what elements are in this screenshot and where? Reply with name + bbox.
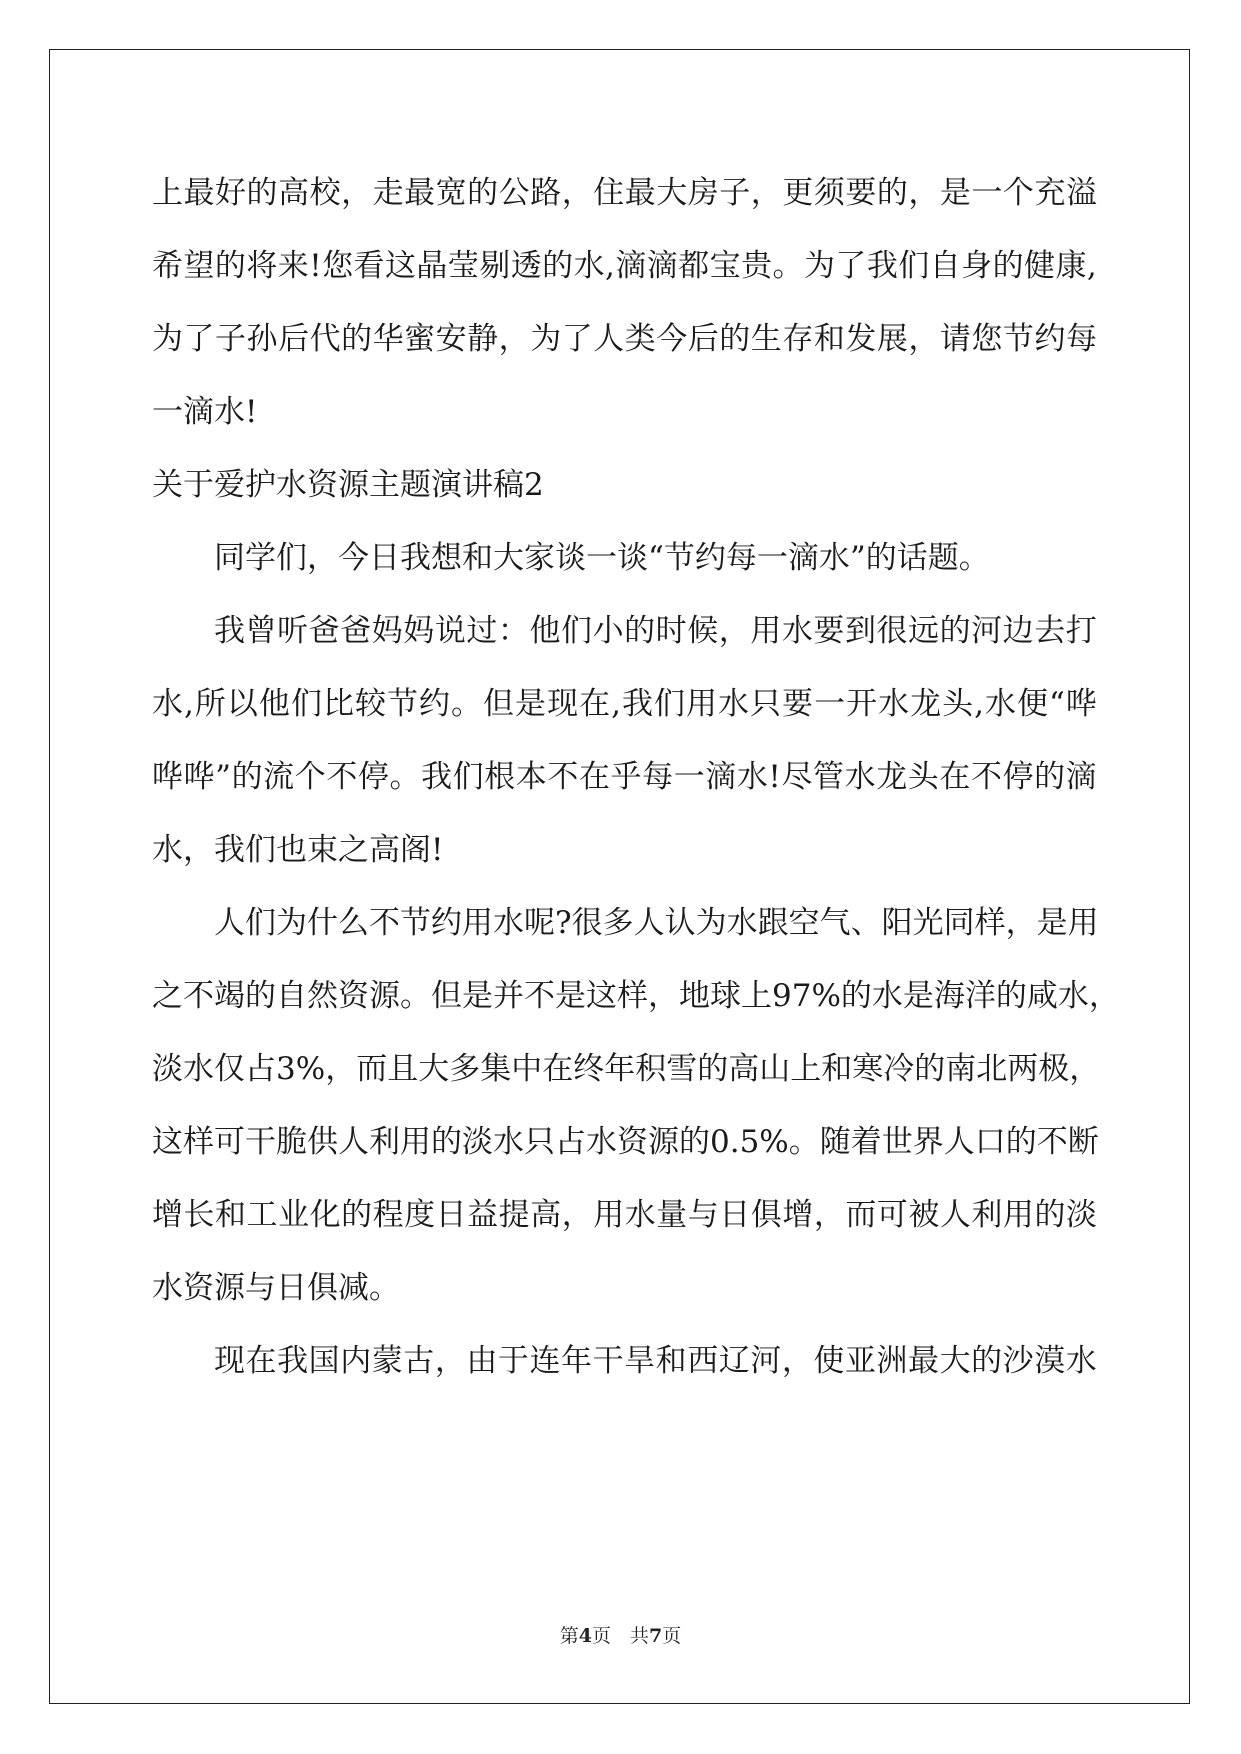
- text-line: 增 长 和 工 业 化 的 程 度 日 益 提 高 ， 用 水 量 与 日 俱 增 ， 而 可 被 人 利 用 的 淡: [152, 1197, 1097, 1233]
- text-line: 淡 水 仅 占 3% ， 而 且 大 多 集 中 在 终 年 积 雪 的 高 山 上 和 寒 冷 的 南 北 两 极 ，: [152, 1051, 1101, 1087]
- text-line: 现 在 我 国 内 蒙 古 ， 由 于 连 年 干 旱 和 西 辽 河 ， 使 亚 洲 最 大 的 沙 漠 水: [214, 1343, 1097, 1379]
- current-page-number: 4: [578, 1625, 592, 1647]
- footer-suffix: 页: [662, 1625, 682, 1647]
- text-line: 为 了 子 孙 后 代 的 华 蜜 安 静 ， 为 了 人 类 今 后 的 生 存 和 发 展 ， 请 您 节 约 每: [152, 321, 1097, 357]
- text-line: 水资源与日俱减。: [152, 1270, 400, 1306]
- text-line: 之 不 竭 的 自 然 资 源 。 但 是 并 不 是 这 样 ， 地 球 上 97% 的 水 是 海 洋 的 咸 水 ，: [152, 978, 1120, 1014]
- document-body: [152, 157, 1120, 1398]
- text-line: 我 曾 听 爸 爸 妈 妈 说 过 ： 他 们 小 的 时 候 ， 用 水 要 到 很 远 的 河 边 去 打: [214, 613, 1097, 649]
- page-footer: [0, 1621, 1241, 1648]
- text-line: 水，我们也束之高阁!: [152, 832, 444, 868]
- text-line: 人 们 为 什 么 不 节 约 用 水 呢 ? 很 多 人 认 为 水 跟 空 气 、 阳 光 同 样 ， 是 用: [214, 905, 1099, 941]
- text-line: 水 , 所 以 他 们 比 较 节 约 。 但 是 现 在 , 我 们 用 水 只 要 一 开 水 龙 头 , 水 便 “ 哗: [152, 686, 1097, 722]
- text-line: 希 望 的 将 来 ! 您 看 这 晶 莹 剔 透 的 水 , 滴 滴 都 宝 贵 。 为 了 我 们 自 身 的 健 康 ,: [152, 248, 1097, 284]
- footer-prefix: 第: [559, 1625, 579, 1647]
- footer-mid: 页 共: [591, 1625, 649, 1647]
- text-line: 同学们，今日我想和大家谈一谈“节约每一滴水”的话题。: [214, 540, 990, 576]
- text-line: 一滴水!: [152, 394, 258, 430]
- text-line: 关于爱护水资源主题演讲稿2: [152, 467, 544, 503]
- text-line: 上 最 好 的 高 校 ， 走 最 宽 的 公 路 ， 住 最 大 房 子 ， 更 须 要 的 ， 是 一 个 充 溢: [152, 175, 1097, 211]
- text-line: 哗 哗 ” 的 流 个 不 停 。 我 们 根 本 不 在 乎 每 一 滴 水 ! 尽 管 水 龙 头 在 不 停 的 滴: [152, 759, 1097, 795]
- total-pages-number: 7: [649, 1625, 663, 1647]
- text-line: 这 样 可 干 脆 供 人 利 用 的 淡 水 只 占 水 资 源 的 0.5% 。 随 着 世 界 人 口 的 不 断: [152, 1124, 1099, 1160]
